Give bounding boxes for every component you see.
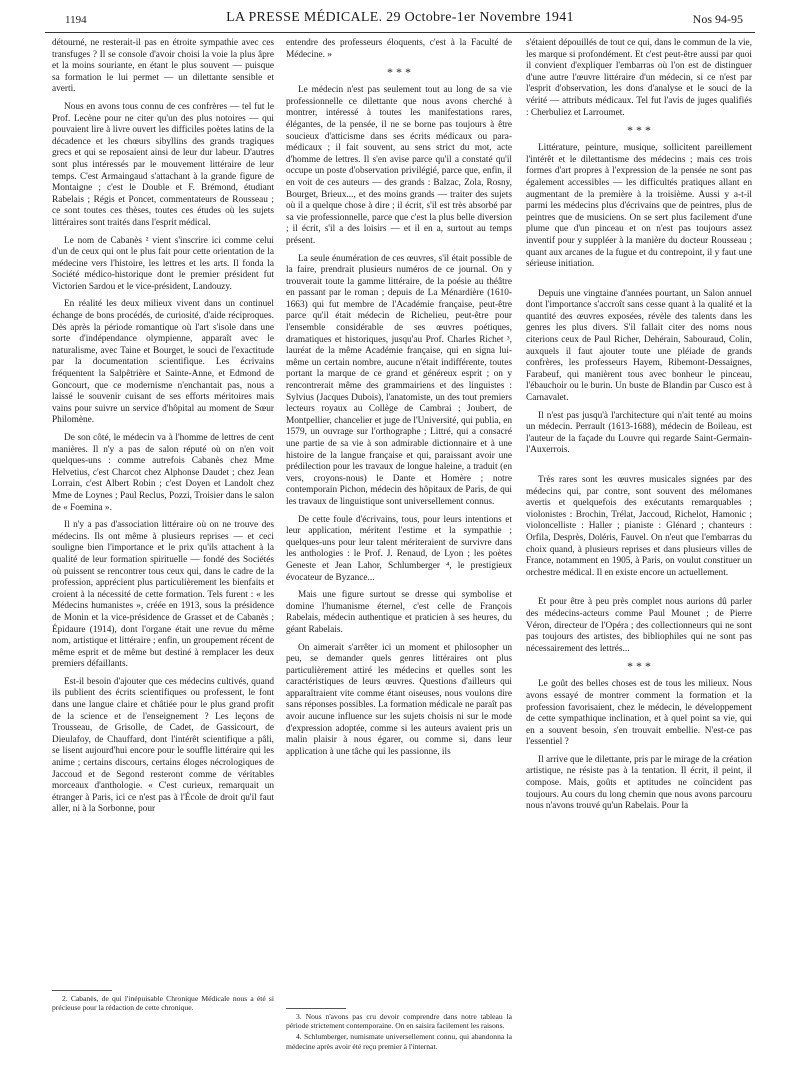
footnote-rule <box>52 990 112 991</box>
paragraph: De cette foule d'écrivains, tous, pour leurs intentions et leur application, méritent l'estime et la sympathie ; quelques-uns pour leur talent mériteraient de survivre dans les anthologies : le Prof. J. Renaud, de Lyon ; les poètes Geneste et Jean Lahor, Schlumberger ⁴, le prestigieux évocateur de Byzance... <box>286 514 512 583</box>
paragraph: Nous en avons tous connu de ces confrères — tel fut le Prof. Lecène pour ne citer qu'un des plus notoires — qui pouvaient lire à livre ouvert les difficiles poètes latins de la décadence et les chœurs sibyllins des grands tragiques grecs et qui se reposaient ainsi de leur dur labeur. D'autres sont plus intéressés par le mouvement littéraire de leur temps. C'est Armaingaud s'attachant à la grande figure de Montaigne ; c'est le Double et F. Brémond, étudiant Rabelais ; Régis et Poncet, commentateurs de Rousseau ; ce sont toutes ces thèses, toutes ces études où les sujets littéraires sont traités dans l'esprit médical. <box>52 101 274 228</box>
paragraph: Il n'est pas jusqu'à l'architecture qui n'ait tenté au moins un médecin. Perrault (1613-1688), médecin de Boileau, est l'auteur de la façade du Louvre qui regarde Saint-Germain-l'Auxerrois. <box>526 410 752 456</box>
paragraph: Est-il besoin d'ajouter que ces médecins cultivés, quand ils publient des écrits scientifiques ou professent, le font dans une langue claire et châtiée pour le plus grand profit de la science et de l'enseignement ? Les leçons de Trousseau, de Grisolle, de Cadet, de Gassicourt, de Dieulafoy, de Chauffard, dont l'intérêt scientifique a pâli, se lisent aujourd'hui encore pour le souffle littéraire qui les anime ; certains discours, certains éloges nécrologiques de Jaccoud et de Segond resteront comme de véritables morceaux d'anthologie. « C'est curieux, remarquait un étranger à Paris, ici ce n'est pas à l'École de droit qu'il faut aller, ni à la Sorbonne, pour <box>52 676 274 815</box>
page-number: 1194 <box>65 14 87 26</box>
paragraph: s'étaient dépouillés de tout ce qui, dans le commun de la vie, les marque si profondément. Et c'est peut-être aussi par quoi il convient d'expliquer l'embarras où l'on est de distinguer d'une autre l'œuvre littéraire d'un médecin, si ce n'est par l'esprit d'observation, les dons d'analyse et le souci de la vérité — attributs médicaux. Tel fut l'avis de juges qualifiés : Cherbuliez et Larroumet. <box>526 38 752 118</box>
section-separator-stars: * * * <box>627 123 651 138</box>
section-separator-stars: * * * <box>627 659 651 674</box>
footnotes-column-1 <box>52 990 274 1014</box>
column-1 <box>52 38 274 822</box>
paragraph: En réalité les deux milieux vivent dans un continuel échange de bons procédés, de curiosité, d'aide réciproques. Dès après la période romantique où l'art s'isole dans une sorte d'indépendance olympienne, apparaît avec le naturalisme, avec Taine et Bourget, le souci de l'exactitude par la documentation scientifique. Les écrivains fréquentent la Salpêtrière et Sainte-Anne, et Edmond de Goncourt, que ce modernisme n'enchantait pas, nous a laissé le souvenir cuisant de ses efforts méritoires mais vains pour suivre un service d'hôpital au moment de Sœur Philomène. <box>52 299 274 426</box>
spacer <box>526 463 752 475</box>
paragraph: De son côté, le médecin va à l'homme de lettres de cent manières. Il n'y a pas de salon réputé où on n'en voit quelques-uns : comme autrefois Cabanès chez Mme Helvetius, c'est Charcot chez Alphonse Daudet ; chez Jean Lorrain, c'est Albert Robin ; c'est Doyen et Landolt chez Mme de Loynes ; Paul Reclus, Pozzi, Troisier dans le salon de « Foemina ». <box>52 433 274 513</box>
spacer <box>526 585 752 597</box>
paragraph: Mais une figure surtout se dresse qui symbolise et domine l'humanisme éternel, c'est celle de François Rabelais, médecin authentique et praticien à ses heures, du géant Rabelais. <box>286 590 512 635</box>
column-3 <box>526 38 752 819</box>
paragraph: Littérature, peinture, musique, sollicitent pareillement l'intérêt et le dilettantisme des médecins ; mais ces trois formes d'art propres à l'expression de la pensée ne sont pas également accessibles — les difficultés pratiques allant en augmentant de la première à la troisième. Aussi y a-t-il parmi les médecins plus d'écrivains que de peintres, plus de peintres que de musiciens. On se sert plus facilement d'une plume que d'un pinceau et on n'est pas toujours assez inventif pour y suppléer à la manière du docteur Rousseau ; quant aux arcanes de la fugue et du contrepoint, il y faut une sérieuse initiation. <box>526 143 752 270</box>
paragraph: Le nom de Cabanès ² vient s'inscrire ici comme celui d'un de ceux qui ont le plus fait pour cette orientation de la médecine vers l'histoire, les lettres et les arts. Il fonda la Société médico-historique dont le premier président fut Victorien Sardou et le vice-président, Landouzy. <box>52 235 274 292</box>
header-rule <box>45 32 755 33</box>
paragraph: La seule énumération de ces œuvres, s'il était possible de la faire, prendrait plusieurs numéros de ce journal. On y trouverait toute la gamme littéraire, de la poésie au théâtre en passant par le roman ; depuis de La Ménardière (1610-1663) qui fut membre de l'Académie française, peut-être parce qu'il était médecin de Richelieu, peut-être pour l'ensemble considérable de ses œuvres poétiques, dramatiques et historiques, jusqu'au Prof. Charles Richet ³, lauréat de la même Académie française, qui en signa lui-même un certain nombre, aucune n'était indifférente, toutes portant la marque de ce grand et généreux esprit ; on y rencontrerait même des grammairiens et des linguistes : Sylvius (Jacques Dubois), l'anatomiste, un des tout premiers lecteurs royaux au Collège de Cambrai ; Joubert, de Montpellier, chancelier et juge de l'Université, qui publia, en 1579, un ouvrage sur l'orthographe ; Littré, qui a consacré une partie de sa vie à son admirable dictionnaire et à une histoire de la langue française et qui, paraissant avoir une prédilection pour les travaux de longue haleine, a traduit (en vers, croyons-nous) le Dante et Homère ; notre contemporain Pichon, médecin des hôpitaux de Paris, de qui les travaux de linguistique sont universellement connus. <box>286 253 512 507</box>
page-header <box>45 8 755 30</box>
footnote: 2. Cabanès, de qui l'inépuisable Chronique Médicale nous a été si précieuse pour la rédaction de cette chronique. <box>52 994 274 1013</box>
column-2 <box>286 38 512 764</box>
section-separator-stars: * * * <box>387 65 411 80</box>
footnotes-column-2 <box>286 1008 512 1053</box>
paragraph: Et pour être à peu près complet nous aurions dû parler des médecins-acteurs comme Paul Mounet ; de Pierre Véron, directeur de l'Opéra ; des collectionneurs qui ne sont pas toujours des artistes, des bibliophiles qui ne sont pas nécessairement des lettrés... <box>526 597 752 654</box>
footnote-rule <box>286 1008 346 1009</box>
paragraph: Depuis une vingtaine d'années pourtant, un Salon annuel dont l'importance s'accroît sans cesse quant à la qualité et la quantité des œuvres exposées, révèle des talents dans les genres les plus divers. S'il fallait citer des noms nous citerions ceux de Paul Richer, Dehérain, Sabouraud, Colin, auxquels il faut ajouter toute une pléiade de grands confrères, les professeurs Hayem, Ribemont-Dessaignes, Farabeuf, qui manièrent tous avec bonheur le pinceau, l'ébauchoir ou le burin. Un buste de Blandin par Cusco est à Carnavalet. <box>526 288 752 404</box>
paragraph: Il arrive que le dilettante, pris par le mirage de la création artistique, ne résiste pas à la tentation. Il écrit, il peint, il compose. Mais, goûts et aptitudes ne coïncident pas toujours. Au cours du long chemin que nous avons parcouru nous n'avons trouvé qu'un Rabelais. Pour la <box>526 754 752 812</box>
spacer <box>526 277 752 289</box>
paragraph: détourné, ne resterait-il pas en étroite sympathie avec ces transfuges ? Il se console d'avoir choisi la voie la plus âpre et la moins souriante, en étant le plus souvent — puisque sa formation le lui permet — un dilettante sensible et averti. <box>52 38 274 95</box>
footnote: 3. Nous n'avons pas cru devoir comprendre dans notre tableau la période strictement contemporaine. On en saisira facilement les raisons. <box>286 1012 512 1031</box>
paragraph: Le goût des belles choses est de tous les milieux. Nous avons essayé de montrer comment la formation et la profession favorisaient, chez le médecin, le développement de cette sympathique inclination, et à quel point sa vie, qui en a souvent besoin, s'en trouvait embellie. N'est-ce pas l'essentiel ? <box>526 679 752 748</box>
paragraph: Très rares sont les œuvres musicales signées par des médecins qui, par contre, sont souvent des mélomanes avertis et quelquefois des exécutants remarquables ; violonistes : Brochin, Trélat, Jaccoud, Richelot, Hamonic ; violoncelliste : Haller ; pianiste : Glénard ; chanteurs : Orfila, Desprès, Doléris, Fauvel. On n'eut que l'embarras du choix quand, à plusieurs reprises et dans plusieurs villes de France, notamment en 1905, à Paris, on voulut constituer un orchestre médical. Il en existe encore un actuellement. <box>526 475 752 578</box>
footnote: 4. Schlumberger, numismate universellement connu, qui abandonna la médecine après avoir été reçu premier à l'internat. <box>286 1032 512 1051</box>
paragraph: Le médecin n'est pas seulement tout au long de sa vie professionnelle ce dilettante que nous avons cherché à montrer, intéressé à toutes les manifestations rares, élégantes, de la pensée, il ne se borne pas toujours à être soucieux d'atticisme dans ses écrits médicaux ou para-médicaux ; il fait souvent, au sens strict du mot, acte d'homme de lettres. Il s'en avise parce qu'il a constaté qu'il occupe un poste d'observation privilégié, parce que, enfin, il en voit de ces auteurs — des grands : Balzac, Zola, Rosny, Bourget, Brieux..., et des moins grands — traiter des sujets où il a quelque chose à dire ; il écrit, s'il est très absorbé par sa vie professionnelle, parce que c'est la plus belle diversion ; il écrit, s'il a des loisirs — et il en a, surtout au temps présent. <box>286 85 512 246</box>
paragraph: Il n'y a pas d'association littéraire où on ne trouve des médecins. Ils ont même à plusieurs reprises — et ceci souligne bien l'importance et le prix qu'ils attachent à la qualité de leur formation spirituelle — fondé des Sociétés où puissent se rencontrer tous ceux qui, dans le cadre de la profession, apprécient plus particulièrement les bienfaits et croient à la nécessité de cette formation. Tels furent : « les Médecins humanistes », créée en 1913, sous la présidence de Monin et la vice-présidence de Grasset et de Cabanès ; Épidaure (1914), dont l'organe était une revue du même nom, artistique et littéraire ; enfin, un groupement récent de même esprit et de même but destiné à remplacer les deux premiers défaillants. <box>52 520 274 670</box>
paragraph: On aimerait s'arrêter ici un moment et philosopher un peu, se demander quels genres littéraires ont plus particulièrement attiré les médecins et quelles sont les caractéristiques de leurs œuvres. Questions d'ailleurs qui apparaîtraient vite comme étant oiseuses, nous voulons dire sans réponses possibles. La formation médicale ne paraît pas avoir aucune influence sur les sujets choisis ni sur le mode d'expression adoptée, comme si les auteurs avaient pris un malin plaisir à nous égarer, ou comme si, dans leur application à une tâche qui les passionne, ils <box>286 642 512 757</box>
journal-title: LA PRESSE MÉDICALE. 29 Octobre-1er Novembre 1941 <box>226 10 574 25</box>
issue-number: Nos 94-95 <box>692 12 743 26</box>
paragraph: entendre des professeurs éloquents, c'est à la Faculté de Médecine. » <box>286 38 512 60</box>
